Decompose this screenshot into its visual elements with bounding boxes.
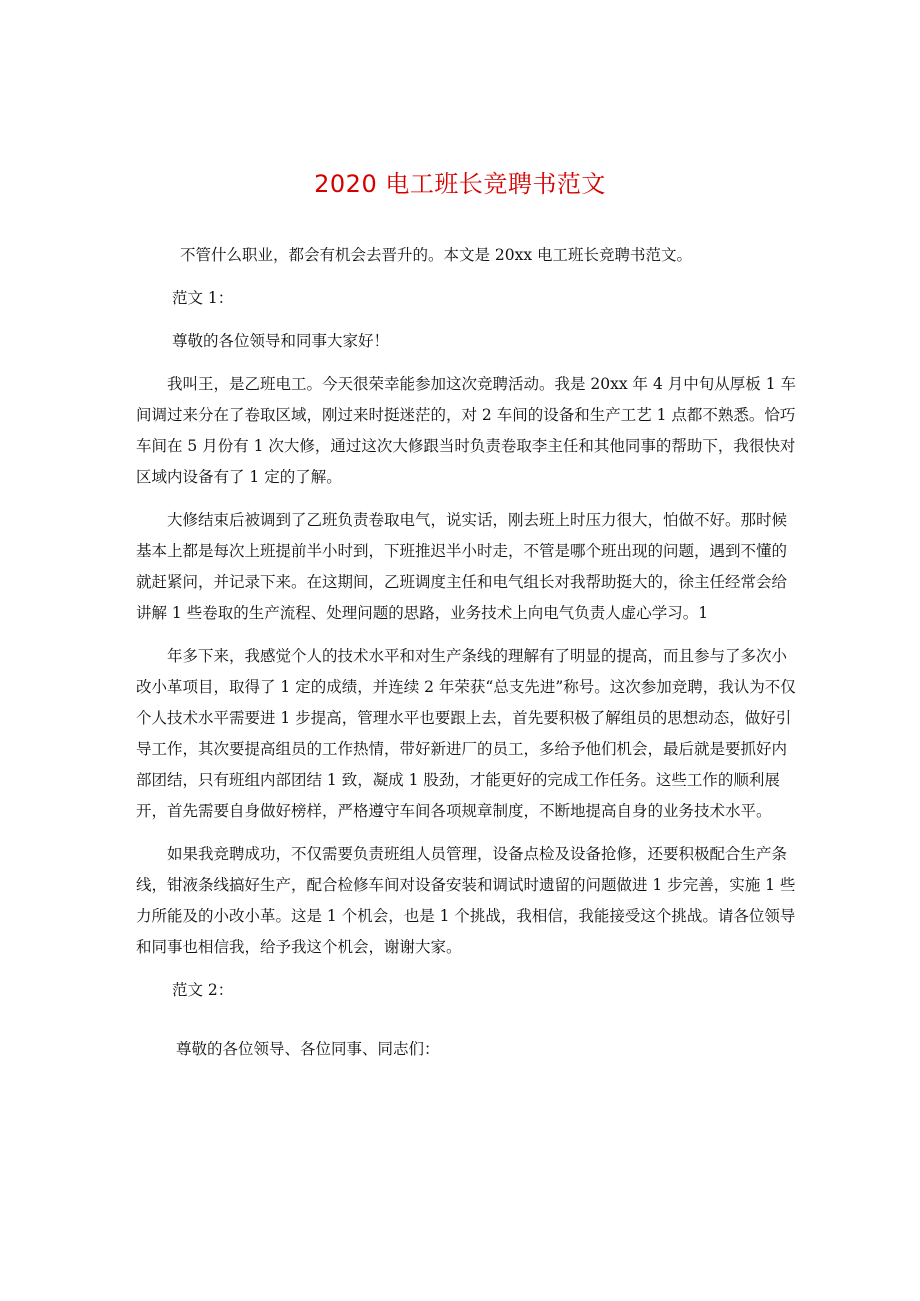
intro-paragraph: 不管什么职业，都会有机会去晋升的。本文是 20xx 电工班长竞聘书范文。	[180, 246, 693, 264]
sample2-label: 范文 2：	[172, 981, 234, 999]
sample1-salutation: 尊敬的各位领导和同事大家好！	[172, 332, 390, 350]
body-paragraph: 如果我竞聘成功，不仅需要负责班组人员管理，设备点检及设备抢修，还要积极配合生产条线，钳液条线搞好生产，配合检修车间对设备安装和调试时遗留的问题做进 1 步完善，实施 1 些力所能及的小改小革。这是 1 个机会，也是 1 个挑战，我相信，我能接受这个挑战。请各位领导和同事也相信我，给予我这个机会，谢谢大家。	[136, 845, 796, 956]
document-title: 2020 电工班长竞聘书范文	[314, 170, 606, 198]
sample2-salutation: 尊敬的各位领导、各位同事、同志们：	[176, 1040, 440, 1058]
body-paragraph: 我叫王，是乙班电工。今天很荣幸能参加这次竞聘活动。我是 20xx 年 4 月中旬从厚板 1 车间调过来分在了卷取区域，刚过来时挺迷茫的，对 2 车间的设备和生产工艺 1 点都不熟悉。恰巧车间在 5 月份有 1 次大修，通过这次大修跟当时负责卷取李主任和其他同事的帮助下，我很快对区域内设备有了 1 定的了解。	[136, 375, 796, 486]
sample1-label: 范文 1：	[172, 289, 234, 307]
document-body	[136, 240, 796, 1065]
body-paragraph: 年多下来，我感觉个人的技术水平和对生产条线的理解有了明显的提高，而且参与了多次小改小革项目，取得了 1 定的成绩，并连续 2 年荣获“总支先进”称号。这次参加竞聘，我认为不仅个人技术水平需要进 1 步提高，管理水平也要跟上去，首先要积极了解组员的思想动态，做好引导工作，其次要提高组员的工作热情，带好新进厂的员工，多给予他们机会，最后就是要抓好内部团结，只有班组内部团结 1 致，凝成 1 股劲，才能更好的完成工作任务。这些工作的顺利展开，首先需要自身做好榜样，严格遵守车间各项规章制度，不断地提高自身的业务技术水平。	[136, 647, 796, 820]
body-paragraph: 大修结束后被调到了乙班负责卷取电气，说实话，刚去班上时压力很大，怕做不好。那时候基本上都是每次上班提前半小时到，下班推迟半小时走，不管是哪个班出现的问题，遇到不懂的就赶紧问，并记录下来。在这期间，乙班调度主任和电气组长对我帮助挺大的，徐主任经常会给讲解 1 些卷取的生产流程、处理问题的思路，业务技术上向电气负责人虚心学习。1	[136, 511, 788, 622]
